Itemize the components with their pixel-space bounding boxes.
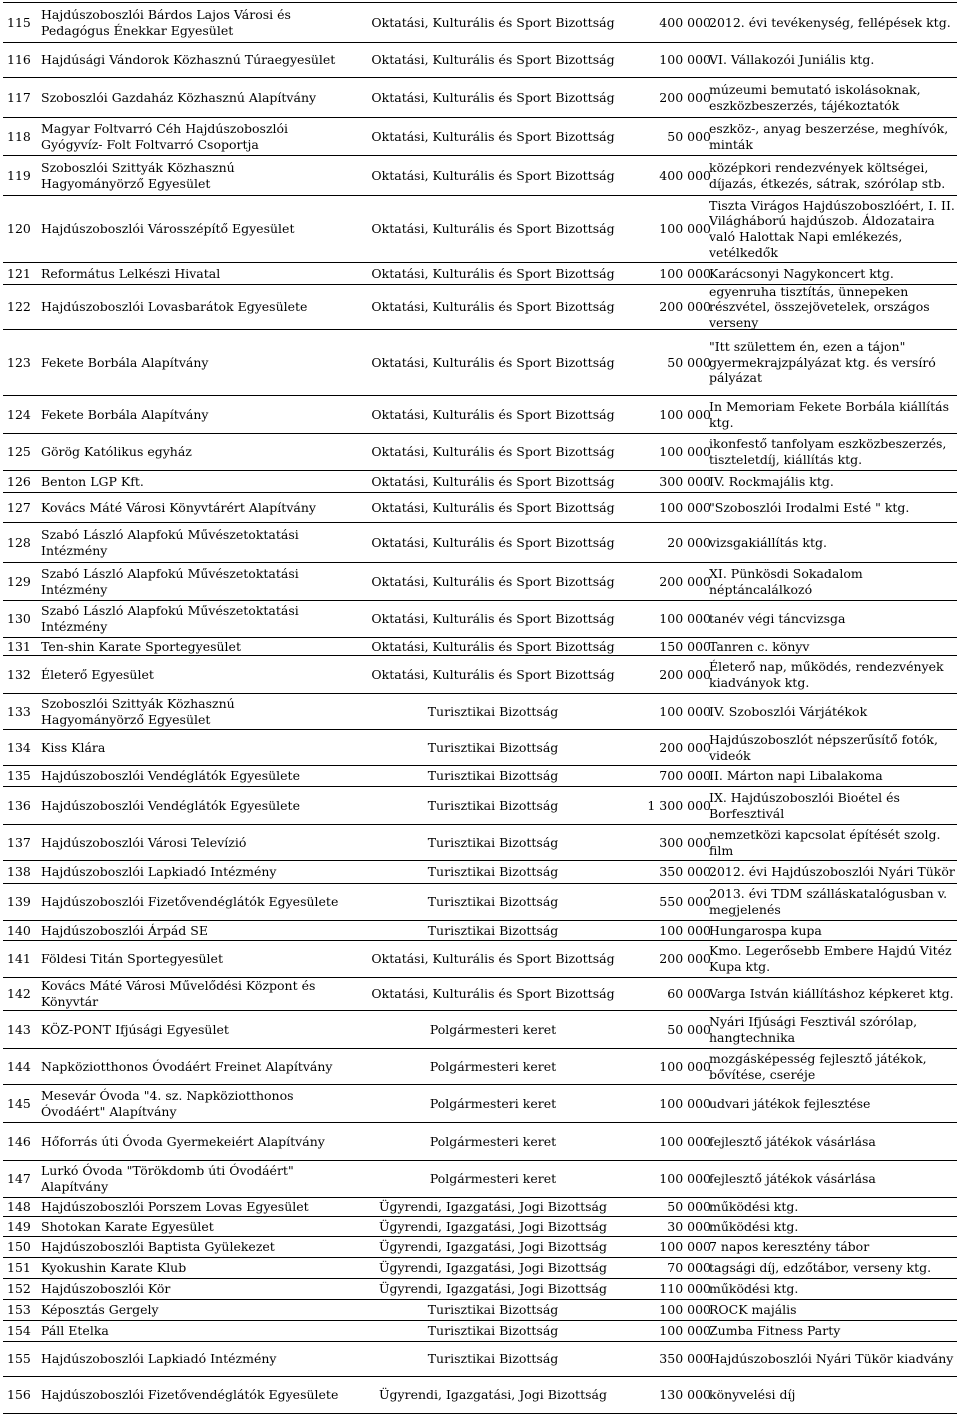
cell-num: 132 — [7, 666, 31, 682]
cell-name: Magyar Foltvarró Céh Hajdúszoboszlói Gyógyvíz- Folt Foltvarró Csoportja — [41, 120, 289, 152]
cell-name: Hajdúszoboszlói Árpád SE — [41, 922, 208, 938]
cell-amount: 100 000 — [659, 406, 711, 422]
cell-name: Hajdúszoboszlói Lapkiadó Intézmény — [41, 1351, 277, 1367]
cell-name: Szoboszlói Gazdaház Közhasznú Alapítvány — [41, 89, 317, 105]
cell-name: Hajdúszoboszlói Városi Televízió — [41, 834, 247, 850]
table-row — [3, 155, 957, 195]
cell-purpose: Zumba Fitness Party — [709, 1323, 841, 1339]
cell-amount: 200 000 — [659, 573, 711, 589]
cell-purpose: XI. Pünkösdi Sokadalom néptáncalálkozó — [709, 565, 863, 597]
cell-name: Hajdúszoboszlói Kör — [41, 1281, 171, 1297]
cell-num: 125 — [7, 444, 31, 460]
cell-org: Oktatási, Kulturális és Sport Bizottság — [371, 473, 615, 489]
cell-name: Mesevár Óvoda "4. sz. Napköziotthonos Óvodáért" Alapítvány — [41, 1087, 294, 1119]
cell-org: Oktatási, Kulturális és Sport Bizottság — [371, 444, 615, 460]
table-row — [3, 562, 957, 600]
cell-org: Turisztikai Bizottság — [427, 797, 559, 813]
table-row — [3, 1122, 957, 1160]
cell-num: 154 — [7, 1323, 31, 1339]
cell-org: Ügyrendi, Igazgatási, Jogi Bizottság — [379, 1239, 607, 1255]
cell-amount: 100 000 — [659, 703, 711, 719]
table-row — [3, 940, 957, 977]
cell-purpose: mozgásképesség fejlesztő játékok, bővítése, cseréje — [709, 1050, 927, 1082]
cell-purpose: tagsági díj, edzőtábor, verseny ktg. — [709, 1260, 932, 1276]
cell-name: Páll Etelka — [41, 1323, 109, 1339]
cell-amount: 50 000 — [667, 128, 711, 144]
cell-org: Oktatási, Kulturális és Sport Bizottság — [371, 611, 615, 627]
cell-name: Kiss Klára — [41, 739, 106, 755]
cell-amount: 100 000 — [659, 1133, 711, 1149]
cell-purpose: Hajdúszoboszlói Nyári Tükör kiadvány — [709, 1351, 954, 1367]
cell-org: Oktatási, Kulturális és Sport Bizottság — [371, 951, 615, 967]
cell-purpose: 2013. évi TDM szálláskatalógusban v. megjelenés — [709, 886, 948, 917]
cell-purpose: Karácsonyi Nagykoncert ktg. — [709, 265, 894, 281]
cell-org: Oktatási, Kulturális és Sport Bizottság — [371, 14, 615, 30]
table-row — [3, 2, 957, 42]
cell-amount: 100 000 — [659, 1095, 711, 1111]
cell-num: 116 — [7, 52, 31, 68]
table-row — [3, 1236, 957, 1257]
cell-org: Ügyrendi, Igazgatási, Jogi Bizottság — [379, 1281, 607, 1297]
cell-org: Turisztikai Bizottság — [427, 1351, 559, 1367]
cell-name: Hajdúszoboszlói Porszem Lovas Egyesület — [41, 1199, 309, 1215]
cell-name: Lurkó Óvoda "Törökdomb úti Óvodáért" Alapítvány — [41, 1163, 294, 1194]
cell-num: 140 — [7, 922, 31, 938]
cell-name: Képosztás Gergely — [41, 1302, 159, 1318]
cell-amount: 200 000 — [659, 666, 711, 682]
cell-org: Polgármesteri keret — [429, 1133, 557, 1149]
cell-purpose: Hungarospa kupa — [709, 922, 822, 938]
cell-org: Polgármesteri keret — [429, 1095, 557, 1111]
cell-purpose: Tanren c. könyv — [709, 638, 810, 654]
cell-org: Oktatási, Kulturális és Sport Bizottság — [371, 89, 615, 105]
cell-num: 129 — [7, 573, 31, 589]
table-row — [3, 1048, 957, 1084]
cell-purpose: működési ktg. — [709, 1218, 799, 1234]
cell-num: 144 — [7, 1058, 31, 1074]
cell-purpose: működési ktg. — [709, 1281, 799, 1297]
table-row — [3, 1216, 957, 1236]
cell-amount: 100 000 — [659, 1058, 711, 1074]
cell-amount: 100 000 — [659, 611, 711, 627]
cell-purpose: udvari játékok fejlesztése — [709, 1095, 871, 1111]
cell-purpose: fejlesztő játékok vásárlása — [709, 1133, 876, 1149]
cell-amount: 100 000 — [659, 499, 711, 515]
cell-purpose: fejlesztő játékok vásárlása — [709, 1171, 876, 1187]
cell-purpose: múzeumi bemutató iskolásoknak, eszközbeszerzés, tájékoztatók — [709, 81, 921, 113]
table-row — [3, 1197, 957, 1216]
cell-org: Ügyrendi, Igazgatási, Jogi Bizottság — [379, 1260, 607, 1276]
cell-org: Turisztikai Bizottság — [427, 739, 559, 755]
cell-name: Hajdúszoboszlói Vendéglátók Egyesülete — [41, 768, 300, 784]
cell-org: Oktatási, Kulturális és Sport Bizottság — [371, 534, 615, 550]
table-row — [3, 729, 957, 765]
table-row — [3, 195, 957, 262]
cell-amount: 200 000 — [659, 739, 711, 755]
cell-num: 143 — [7, 1021, 31, 1037]
table-row — [3, 433, 957, 470]
table-row — [3, 920, 957, 940]
cell-amount: 100 000 — [659, 1171, 711, 1187]
cell-num: 130 — [7, 611, 31, 627]
cell-org: Oktatási, Kulturális és Sport Bizottság — [371, 986, 615, 1002]
cell-num: 150 — [7, 1239, 31, 1255]
cell-amount: 550 000 — [659, 894, 711, 910]
cell-num: 119 — [7, 167, 31, 183]
cell-purpose: "Itt születtem én, ezen a tájon" gyermekrajzpályázat ktg. és versíró pályázat — [709, 339, 936, 386]
cell-num: 139 — [7, 894, 31, 910]
cell-org: Turisztikai Bizottság — [427, 703, 559, 719]
cell-org: Oktatási, Kulturális és Sport Bizottság — [371, 573, 615, 589]
table-row — [3, 1257, 957, 1278]
table-row — [3, 1320, 957, 1341]
cell-name: Szabó László Alapfokú Művészetoktatási Intézmény — [41, 603, 299, 634]
cell-name: Szabó László Alapfokú Művészetoktatási Intézmény — [41, 526, 299, 558]
cell-num: 146 — [7, 1133, 31, 1149]
table-row — [3, 655, 957, 693]
cell-purpose: Hajdúszoboszlót népszerűsítő fotók, videók — [709, 731, 938, 763]
cell-purpose: Életerő nap, működés, rendezvények kiadványok ktg. — [709, 658, 944, 690]
cell-name: Ten-shin Karate Sportegyesület — [41, 638, 241, 654]
cell-num: 138 — [7, 864, 31, 880]
table-row — [3, 284, 957, 329]
cell-num: 123 — [7, 354, 31, 370]
cell-purpose: VI. Vállakozói Juniális ktg. — [709, 52, 875, 68]
cell-name: Hajdúszoboszlói Bárdos Lajos Városi és Pedagógus Énekkar Egyesület — [41, 6, 291, 38]
cell-num: 152 — [7, 1281, 31, 1297]
table-row — [3, 786, 957, 824]
cell-purpose: Varga István kiállításhoz képkeret ktg. — [709, 986, 954, 1002]
cell-num: 131 — [7, 638, 31, 654]
cell-amount: 50 000 — [667, 1021, 711, 1037]
cell-purpose: IV. Rockmajális ktg. — [709, 473, 834, 489]
cell-amount: 350 000 — [659, 864, 711, 880]
table-row — [3, 1278, 957, 1299]
cell-num: 156 — [7, 1387, 31, 1403]
cell-name: Shotokan Karate Egyesület — [41, 1218, 214, 1234]
cell-name: Hajdúsági Vándorok Közhasznú Túraegyesület — [41, 52, 336, 68]
cell-purpose: Nyári Ifjúsági Fesztivál szórólap, hangtechnika — [709, 1013, 918, 1045]
cell-purpose: 2012. évi Hajdúszoboszlói Nyári Tükör — [709, 864, 955, 880]
cell-amount: 100 000 — [659, 1323, 711, 1339]
cell-name: Hajdúszoboszlói Vendéglátók Egyesülete — [41, 797, 300, 813]
cell-org: Oktatási, Kulturális és Sport Bizottság — [371, 666, 615, 682]
cell-amount: 700 000 — [659, 768, 711, 784]
cell-num: 128 — [7, 534, 31, 550]
cell-num: 121 — [7, 265, 31, 281]
cell-purpose: Kmo. Legerősebb Embere Hajdú Vitéz Kupa ktg. — [709, 943, 952, 974]
cell-name: Életerő Egyesület — [41, 666, 154, 682]
table-row — [3, 522, 957, 562]
cell-amount: 200 000 — [659, 299, 711, 315]
cell-purpose: II. Márton napi Libalakoma — [709, 768, 883, 784]
cell-amount: 20 000 — [667, 534, 711, 550]
cell-org: Ügyrendi, Igazgatási, Jogi Bizottság — [379, 1199, 607, 1215]
cell-amount: 100 000 — [659, 922, 711, 938]
cell-num: 153 — [7, 1302, 31, 1318]
table-row — [3, 492, 957, 522]
cell-name: Szabó László Alapfokú Művészetoktatási Intézmény — [41, 565, 299, 597]
table-row — [3, 395, 957, 433]
cell-num: 122 — [7, 299, 31, 315]
cell-org: Oktatási, Kulturális és Sport Bizottság — [371, 128, 615, 144]
cell-num: 118 — [7, 128, 31, 144]
cell-purpose: IX. Hajdúszoboszlói Bioétel és Borfesztivál — [709, 789, 900, 821]
table-row — [3, 1010, 957, 1048]
cell-name: Benton LGP Kft. — [41, 473, 144, 489]
cell-org: Oktatási, Kulturális és Sport Bizottság — [371, 265, 615, 281]
cell-amount: 50 000 — [667, 354, 711, 370]
cell-purpose: nemzetközi kapcsolat építését szolg. film — [709, 826, 941, 858]
cell-purpose: vizsgakiállítás ktg. — [709, 534, 827, 550]
cell-org: Oktatási, Kulturális és Sport Bizottság — [371, 638, 615, 654]
cell-name: Napköziotthonos Óvodáért Freinet Alapítvány — [41, 1058, 333, 1074]
cell-org: Oktatási, Kulturális és Sport Bizottság — [371, 406, 615, 422]
table-row — [3, 470, 957, 492]
cell-amount: 350 000 — [659, 1351, 711, 1367]
cell-num: 126 — [7, 473, 31, 489]
cell-amount: 400 000 — [659, 167, 711, 183]
cell-org: Polgármesteri keret — [429, 1171, 557, 1187]
cell-org: Turisztikai Bizottság — [427, 894, 559, 910]
cell-org: Oktatási, Kulturális és Sport Bizottság — [371, 299, 615, 315]
cell-num: 120 — [7, 221, 31, 237]
cell-num: 142 — [7, 986, 31, 1002]
cell-name: KÖZ-PONT Ifjúsági Egyesület — [41, 1021, 229, 1037]
table-row — [3, 1341, 957, 1376]
table-row — [3, 117, 957, 155]
cell-num: 127 — [7, 499, 31, 515]
cell-amount: 100 000 — [659, 221, 711, 237]
cell-org: Turisztikai Bizottság — [427, 1302, 559, 1318]
cell-name: Hajdúszoboszlói Városszépítő Egyesület — [41, 221, 295, 237]
cell-name: Szoboszlói Szittyák Közhasznú Hagyományörző Egyesület — [41, 695, 235, 727]
cell-org: Ügyrendi, Igazgatási, Jogi Bizottság — [379, 1387, 607, 1403]
cell-name: Szoboszlói Szittyák Közhasznú Hagyományörző Egyesület — [41, 159, 235, 191]
cell-org: Oktatási, Kulturális és Sport Bizottság — [371, 499, 615, 515]
cell-org: Turisztikai Bizottság — [427, 1323, 559, 1339]
cell-name: Református Lelkészi Hivatal — [41, 265, 221, 281]
cell-num: 135 — [7, 768, 31, 784]
table-row — [3, 977, 957, 1010]
cell-purpose: eszköz-, anyag beszerzése, meghívók, minták — [709, 120, 949, 152]
cell-purpose: 7 napos keresztény tábor — [709, 1239, 870, 1255]
cell-org: Turisztikai Bizottság — [427, 834, 559, 850]
cell-name: Kovács Máté Városi Művelődési Központ és Könyvtár — [41, 978, 316, 1009]
cell-purpose: könyvelési díj — [709, 1387, 796, 1403]
cell-name: Fekete Borbála Alapítvány — [41, 406, 209, 422]
table-row — [3, 1160, 957, 1197]
cell-amount: 100 000 — [659, 1239, 711, 1255]
cell-name: Görög Katólikus egyház — [41, 444, 192, 460]
cell-org: Polgármesteri keret — [429, 1058, 557, 1074]
cell-amount: 100 000 — [659, 52, 711, 68]
cell-org: Polgármesteri keret — [429, 1021, 557, 1037]
cell-purpose: IV. Szoboszlói Várjátékok — [709, 703, 868, 719]
cell-num: 115 — [7, 14, 31, 30]
cell-name: Hajdúszoboszlói Lovasbarátok Egyesülete — [41, 299, 308, 315]
table-row — [3, 637, 957, 655]
cell-purpose: "Szoboszlói Irodalmi Esté " ktg. — [709, 499, 910, 515]
cell-amount: 100 000 — [659, 1302, 711, 1318]
cell-amount: 110 000 — [659, 1281, 711, 1297]
cell-amount: 200 000 — [659, 951, 711, 967]
cell-name: Hajdúszoboszlói Lapkiadó Intézmény — [41, 864, 277, 880]
table-row — [3, 42, 957, 77]
cell-name: Hajdúszoboszlói Fizetővendéglátók Egyesülete — [41, 1387, 339, 1403]
table-row — [3, 765, 957, 786]
cell-org: Ügyrendi, Igazgatási, Jogi Bizottság — [379, 1218, 607, 1234]
cell-purpose: tanév végi táncvizsga — [709, 611, 846, 627]
cell-purpose: középkori rendezvények költségei, díjazás, étkezés, sátrak, szórólap stb. — [709, 159, 946, 191]
cell-num: 145 — [7, 1095, 31, 1111]
cell-amount: 150 000 — [659, 638, 711, 654]
table-row — [3, 860, 957, 883]
cell-org: Oktatási, Kulturális és Sport Bizottság — [371, 167, 615, 183]
cell-purpose: Tiszta Virágos Hajdúszoboszlóért, I. II. Világháború hajdúszob. Áldozataira való Halottak Napi emlékezés, vetélkedők — [709, 197, 955, 260]
table-row — [3, 262, 957, 284]
cell-amount: 1 300 000 — [647, 797, 711, 813]
cell-org: Turisztikai Bizottság — [427, 922, 559, 938]
cell-name: Kyokushin Karate Klub — [41, 1260, 187, 1276]
cell-num: 137 — [7, 834, 31, 850]
table-row — [3, 693, 957, 729]
table-row — [3, 1084, 957, 1122]
table-row — [3, 1299, 957, 1320]
cell-purpose: egyenruha tisztítás, ünnepeken részvétel, összejövetelek, országos verseny — [709, 285, 930, 329]
cell-org: Oktatási, Kulturális és Sport Bizottság — [371, 52, 615, 68]
cell-amount: 50 000 — [667, 1199, 711, 1215]
cell-org: Oktatási, Kulturális és Sport Bizottság — [371, 354, 615, 370]
cell-num: 133 — [7, 703, 31, 719]
cell-amount: 30 000 — [667, 1218, 711, 1234]
cell-num: 134 — [7, 739, 31, 755]
cell-amount: 200 000 — [659, 89, 711, 105]
cell-num: 149 — [7, 1218, 31, 1234]
cell-amount: 100 000 — [659, 265, 711, 281]
cell-num: 147 — [7, 1171, 31, 1187]
cell-purpose: In Memoriam Fekete Borbála kiállítás ktg. — [709, 398, 950, 430]
cell-purpose: 2012. évi tevékenység, fellépések ktg. — [709, 14, 951, 30]
cell-num: 155 — [7, 1351, 31, 1367]
table-row — [3, 329, 957, 395]
cell-amount: 300 000 — [659, 834, 711, 850]
table-row — [3, 77, 957, 117]
cell-purpose: működési ktg. — [709, 1199, 799, 1215]
cell-purpose: ROCK majális — [709, 1302, 797, 1318]
cell-name: Hajdúszoboszlói Fizetővendéglátók Egyesülete — [41, 894, 339, 910]
table-row — [3, 824, 957, 860]
cell-amount: 100 000 — [659, 444, 711, 460]
cell-org: Turisztikai Bizottság — [427, 768, 559, 784]
cell-org: Turisztikai Bizottság — [427, 864, 559, 880]
cell-num: 124 — [7, 406, 31, 422]
cell-name: Hőforrás úti Óvoda Gyermekeiért Alapítvány — [41, 1133, 325, 1149]
cell-num: 117 — [7, 89, 31, 105]
cell-num: 148 — [7, 1199, 31, 1215]
cell-name: Fekete Borbála Alapítvány — [41, 354, 209, 370]
cell-name: Kovács Máté Városi Könyvtárért Alapítvány — [41, 499, 316, 515]
cell-amount: 400 000 — [659, 14, 711, 30]
table-row — [3, 600, 957, 637]
cell-purpose: ikonfestő tanfolyam eszközbeszerzés, tiszteletdíj, kiállítás ktg. — [709, 436, 947, 467]
cell-num: 136 — [7, 797, 31, 813]
cell-name: Földesi Titán Sportegyesület — [41, 951, 223, 967]
cell-name: Hajdúszoboszlói Baptista Gyülekezet — [41, 1239, 275, 1255]
cell-num: 141 — [7, 951, 31, 967]
cell-amount: 300 000 — [659, 473, 711, 489]
cell-amount: 70 000 — [667, 1260, 711, 1276]
cell-org: Oktatási, Kulturális és Sport Bizottság — [371, 221, 615, 237]
table-row — [3, 1376, 957, 1414]
cell-amount: 130 000 — [659, 1387, 711, 1403]
cell-amount: 60 000 — [667, 986, 711, 1002]
cell-num: 151 — [7, 1260, 31, 1276]
table-row — [3, 883, 957, 920]
